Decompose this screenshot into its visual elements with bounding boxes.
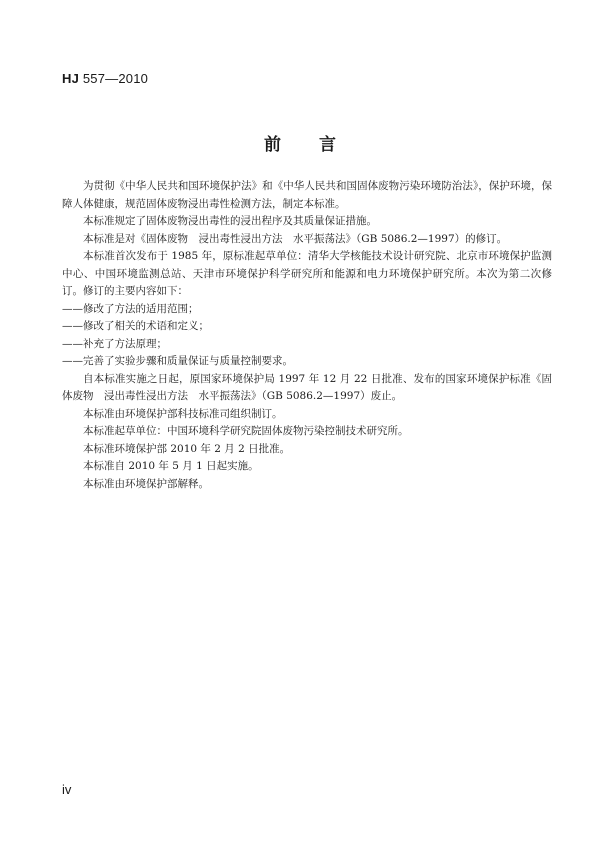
foreword-body (62, 178, 552, 493)
list-item: ——修改了方法的适用范围； (62, 302, 199, 315)
paragraph: 本标准由环境保护部解释。 (83, 477, 209, 490)
page-number: iv (62, 782, 72, 797)
page-title: 前 言 (264, 135, 352, 155)
list-item: ——补充了方法原理； (62, 337, 167, 350)
list-item: ——修改了相关的术语和定义； (62, 320, 209, 332)
paragraph: 本标准首次发布于 1985 年，原标准起草单位：清华大学核能技术设计研究院、北京市环境保护监测中心、中国环境监测总站、天津市环境保护科学研究所和能源和电力环境保护研究所。本次为第二次修订。修订的主要内容如下： (62, 250, 552, 297)
paragraph: 本标准由环境保护部科技标准司组织制订。 (83, 407, 283, 420)
paragraph: 本标准环境保护部 2010 年 2 月 2 日批准。 (83, 442, 291, 455)
standard-number: 557—2010 (82, 71, 149, 86)
paragraph: 本标准自 2010 年 5 月 1 日起实施。 (83, 460, 259, 472)
paragraph: 本标准起草单位：中国环境科学研究院固体废物污染控制技术研究所。 (83, 425, 409, 437)
list-item: ——完善了实验步骤和质量保证与质量控制要求。 (62, 355, 293, 367)
document-code (62, 71, 148, 86)
paragraph: 为贯彻《中华人民共和国环境保护法》和《中华人民共和国固体废物污染环境防治法》，保护环境，保障人体健康，规范固体废物浸出毒性检测方法，制定本标准。 (62, 180, 552, 210)
paragraph: 本标准规定了固体废物浸出毒性的浸出程序及其质量保证措施。 (83, 215, 377, 227)
standard-prefix: HJ (62, 71, 80, 86)
paragraph: 本标准是对《固体废物 浸出毒性浸出方法 水平振荡法》（GB 5086.2—1997）的修订。 (83, 232, 508, 245)
paragraph: 自本标准实施之日起，原国家环境保护局 1997 年 12 月 22 日批准、发布的国家环境保护标准《固体废物 浸出毒性浸出方法 水平振荡法》（GB 5086.2—1997）废止。 (62, 372, 552, 402)
